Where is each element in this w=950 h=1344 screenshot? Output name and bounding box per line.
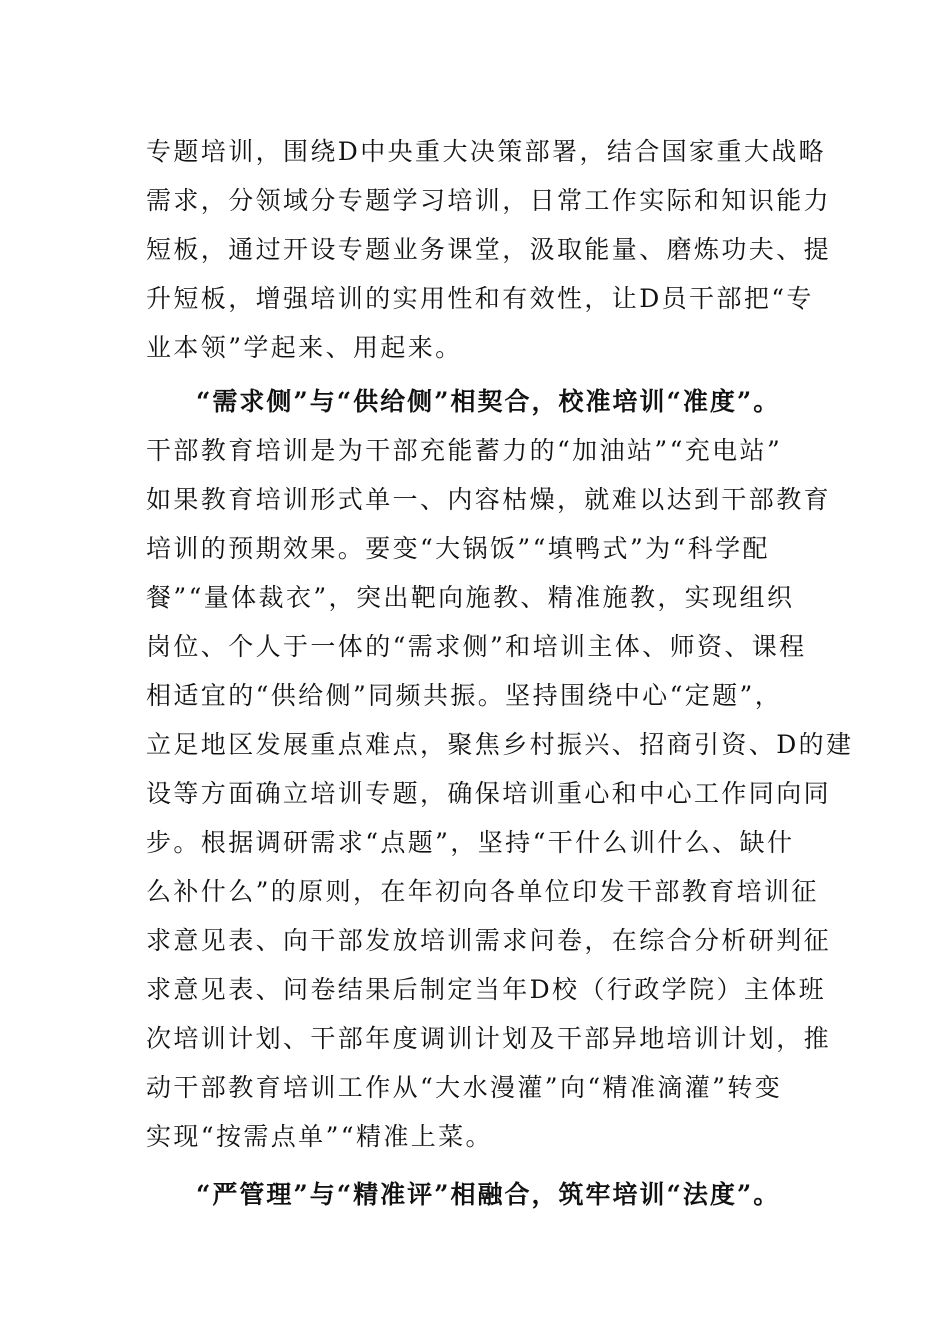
body-text-line: 专题培训，围绕D中央重大决策部署，结合国家重大战略 bbox=[146, 137, 827, 166]
body-text-line: 求意见表、问卷结果后制定当年D校（行政学院）主体班 bbox=[146, 975, 827, 1004]
body-text-line: 干部教育培训是为干部充能蓄力的“加油站”“充电站” bbox=[146, 436, 783, 465]
body-text-line: 实现“按需点单”“精准上菜。 bbox=[146, 1122, 493, 1151]
body-text-line: 次培训计划、干部年度调训计划及干部异地培训计划，推 bbox=[146, 1024, 832, 1053]
body-text-line: 需求，分领域分专题学习培训，日常工作实际和知识能力 bbox=[146, 186, 832, 215]
body-text-line: 设等方面确立培训专题，确保培训重心和中心工作同向同 bbox=[146, 779, 832, 808]
body-text-line: 么补什么”的原则，在年初向各单位印发干部教育培训征 bbox=[146, 877, 819, 906]
body-text-line: 短板，通过开设专题业务课堂，汲取能量、磨炼功夫、提 bbox=[146, 235, 832, 264]
body-text-line: 业本领”学起来、用起来。 bbox=[146, 333, 463, 362]
body-text-line: 立足地区发展重点难点，聚焦乡村振兴、招商引资、D的建 bbox=[146, 730, 854, 759]
body-text-line: 如果教育培训形式单一、内容枯燥，就难以达到干部教育 bbox=[146, 485, 832, 514]
section-heading: “需求侧”与“供给侧”相契合，校准培训“准度”。 bbox=[196, 387, 781, 416]
body-text-line: 培训的预期效果。要变“大锅饭”“填鸭式”为“科学配 bbox=[146, 534, 770, 563]
body-text-line: 相适宜的“供给侧”同频共振。坚持围绕中心“定题”， bbox=[146, 681, 783, 710]
body-text-line: 升短板，增强培训的实用性和有效性，让D员干部把“专 bbox=[146, 284, 814, 313]
body-text-line: 求意见表、向干部发放培训需求问卷，在综合分析研判征 bbox=[146, 926, 832, 955]
section-heading: “严管理”与“精准评”相融合，筑牢培训“法度”。 bbox=[196, 1180, 781, 1209]
body-text-line: 步。根据调研需求“点题”，坚持“干什么训什么、缺什 bbox=[146, 828, 795, 857]
body-text-line: 岗位、个人于一体的“需求侧”和培训主体、师资、课程 bbox=[146, 632, 807, 661]
body-text-line: 餐”“量体裁衣”，突出靶向施教、精准施教，实现组织 bbox=[146, 583, 795, 612]
body-text-line: 动干部教育培训工作从“大水漫灌”向“精准滴灌”转变 bbox=[146, 1073, 783, 1102]
